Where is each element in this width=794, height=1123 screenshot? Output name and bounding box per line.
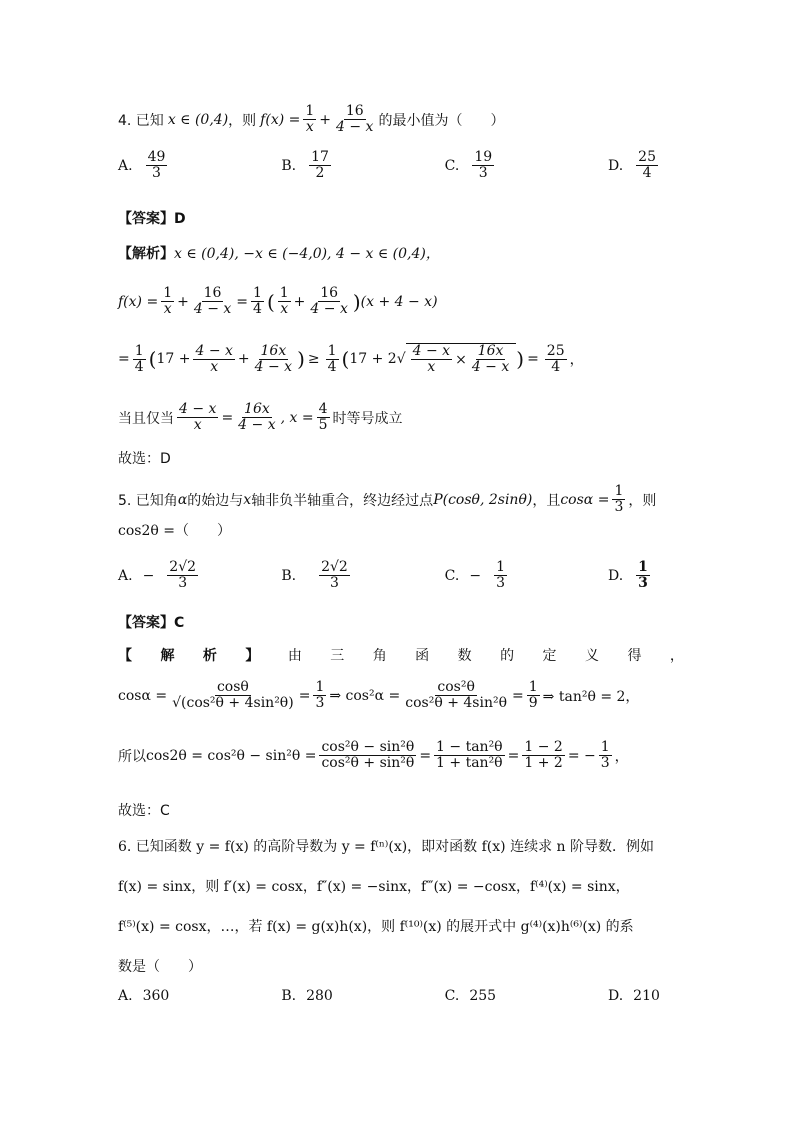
q6-options	[118, 988, 678, 1004]
q6-stem-4: 数是（ ）	[118, 959, 202, 975]
q6-option-d[interactable]: D. 210	[607, 988, 660, 1004]
q5-option-b[interactable]: B. $\frac{2√2}{3}$	[281, 559, 348, 592]
q5-derivation-1: cosα = $\frac{\cos\theta}{\text{√(cos²θ + 4sin²θ)}}$ = $\frac{1}{3}$ ⇒ cos²α = $\frac{\text{cos²θ}}{\text{cos²θ + 4sin²θ}}$ = $\frac{1}{9}$ ⇒ tan²θ = 2，	[118, 679, 640, 712]
q5-stem-2: cos2θ =（ ）	[118, 523, 231, 539]
q6-option-b[interactable]: B. 280	[281, 988, 333, 1004]
q4-func-lhs: f(x) =	[260, 111, 301, 128]
q4-term1: $\frac{1}{x}$	[305, 103, 315, 136]
q4-option-a[interactable]: A. $\frac{49}{3}$	[118, 149, 166, 182]
q6-option-c[interactable]: C. 255	[444, 988, 497, 1004]
q4-option-c[interactable]: C. $\frac{19}{3}$	[444, 149, 493, 182]
q6-stem-3: f⁽⁵⁾(x) = cosx，…，若 f(x) = g(x)h(x)，则 f⁽¹⁰⁾(x) 的展开式中 g⁽⁴⁾(x)h⁽⁶⁾(x) 的系	[118, 919, 634, 935]
q4-derivation-1: f(x) = $\frac{1}{x}$ + $\frac{16}{4 - x}$ = $\frac{1}{4}$ ( $\frac{1}{x}$ + $\frac{16}{4 - x}$ ) (x + 4 − x)	[118, 285, 438, 318]
q4-option-b[interactable]: B. $\frac{17}{2}$	[281, 149, 329, 182]
q5-answer: 【答案】C	[118, 615, 185, 631]
q4-choose: 故选：D	[118, 451, 171, 467]
q6-option-a[interactable]: A. 360	[118, 988, 170, 1004]
q4-domain: x ∈ (0,4)	[167, 111, 229, 128]
q5-derivation-2: 所以 cos2θ = cos²θ − sin²θ = $\frac{\text{cos²θ − sin²θ}}{\text{cos²θ + sin²θ}}$ = $\frac{\text{1 − tan²θ}}{\text{1 + tan²θ}}$ = $\frac{1 - 2}{1 + 2}$ = − $\frac{1}{3}$ ，	[118, 739, 629, 772]
q5-option-c[interactable]: C. − $\frac{1}{3}$	[444, 559, 505, 592]
q4-option-d[interactable]: D. $\frac{25}{4}$	[607, 149, 656, 182]
q4-mid: ，则	[228, 112, 257, 129]
q4-derivation-2: = $\frac{1}{4}$ ( 17 + $\frac{4 - x}{x}$ + $\frac{16x}{4 - x}$ ) ≥ $\frac{1}{4}$ ( 17 + 2 √ $\frac{4 - x}{x}$ × $\frac{16x}{4 - x}$ ) = $\frac{25}{4}$ ，	[118, 342, 584, 376]
q6-stem-1: 6. 已知函数 y = f(x) 的高阶导数为 y = f⁽ⁿ⁾(x)，即对函数 f(x) 连续求 n 阶导数．例如	[118, 839, 654, 855]
q4-answer: 【答案】D	[118, 211, 186, 227]
q4-prefix: 4. 已知	[118, 112, 164, 129]
q5-options	[118, 560, 678, 592]
q5-analysis-label: 【 解 析 】 由 三 角 函 数 的 定 义 得 ，	[118, 648, 684, 664]
q5-option-d[interactable]: D. $\frac{1}{3}$	[607, 559, 648, 592]
q5-choose: 故选：C	[118, 803, 170, 819]
q6-stem-2: f(x) = sinx，则 f′(x) = cosx，f″(x) = −sinx，f‴(x) = −cosx，f⁽⁴⁾(x) = sinx，	[118, 879, 630, 895]
q4-term2: $\frac{16}{4 - x}$	[336, 103, 374, 136]
q4-equality-condition: 当且仅当 $\frac{4 - x}{x}$ = $\frac{16x}{4 - x}$ , x = $\frac{4}{5}$ 时等号成立	[118, 401, 403, 434]
q4-options	[118, 150, 678, 182]
q5-stem: 5. 已知角 α 的始边与 x 轴非负半轴重合，终边经过点 P(cosθ, 2sinθ) ，且 cosα = $\frac{1}{3}$ ，则	[118, 483, 657, 516]
q4-tail: 的最小值为（ ）	[378, 112, 505, 129]
q4-analysis: 【解析】 x ∈ (0,4), −x ∈ (−4,0), 4 − x ∈ (0,4)，	[118, 246, 440, 262]
q4-stem: 4. 已知 x ∈ (0,4) ，则 f(x) = $\frac{1}{x}$ + $\frac{16}{4 - x}$ 的最小值为（ ）	[118, 103, 505, 136]
q5-option-a[interactable]: A. − $\frac{2√2}{3}$	[118, 559, 197, 592]
